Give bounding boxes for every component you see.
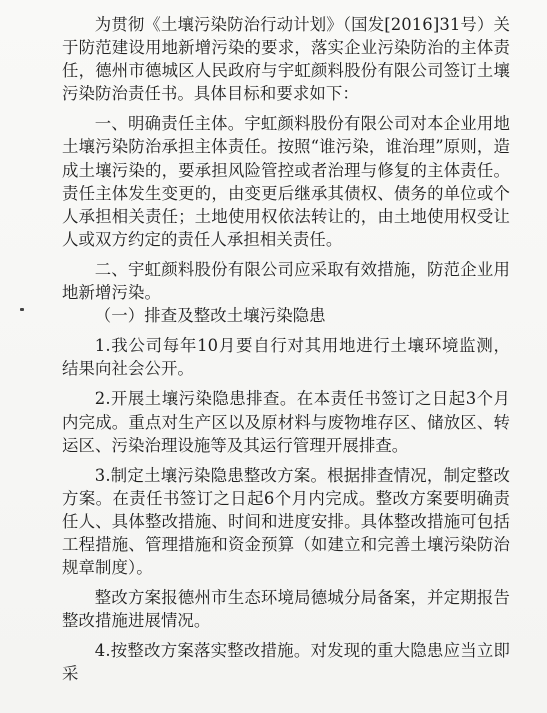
filing-paragraph: 整改方案报德州市生态环境局德城分局备案，并定期报告整改措施进展情况。 [62, 588, 510, 631]
margin-mark [20, 308, 24, 311]
item-one-paragraph: 1.我公司每年10月要自行对其用地进行土壤环境监测，结果向社会公开。 [62, 336, 510, 379]
section-one-paragraph: 一、明确责任主体。宇虹颜料股份有限公司对本企业用地土壤污染防治承担主体责任。按照“谁污染，谁治理”原则，造成土壤污染的，要承担风险管控或者治理与修复的主体责任。责任主体发生变更的，由变更后继承其债权、债务的单位或个人承担相关责任；土地使用权依法转让的，由土地使用权受让人或双方约定的责任人承担相关责任。 [62, 114, 510, 249]
item-three-paragraph: 3.制定土壤污染隐患整改方案。根据排查情况，制定整改方案。在责任书签订之日起6个月内完成。整改方案要明确责任人、具体整改措施、时间和进度安排。具体整改措施可包括工程措施、管理措施和资金预算（如建立和完善土壤污染防治规章制度）。 [62, 465, 510, 578]
item-two-paragraph: 2.开展土壤污染隐患排查。在本责任书签订之日起3个月内完成。重点对生产区以及原材料与废物堆存区、储放区、转运区、污染治理设施等及其运行管理开展排查。 [62, 389, 510, 455]
item-four-paragraph: 4.按整改方案落实整改措施。对发现的重大隐患应当立即采 [62, 641, 510, 684]
section-two-paragraph: 二、宇虹颜料股份有限公司应采取有效措施，防范企业用地新增污染。 [62, 259, 510, 303]
intro-paragraph: 为贯彻《土壤污染防治行动计划》（国发[2016]31号）关于防范建设用地新增污染的要求，落实企业污染防治的主体责任，德州市德城区人民政府与宇虹颜料股份有限公司签订土壤污染防治责任书。具体目标和要求如下： [62, 15, 510, 104]
subsection-heading: （一）排查及整改土壤污染隐患 [94, 306, 326, 326]
document-body [62, 13, 510, 686]
